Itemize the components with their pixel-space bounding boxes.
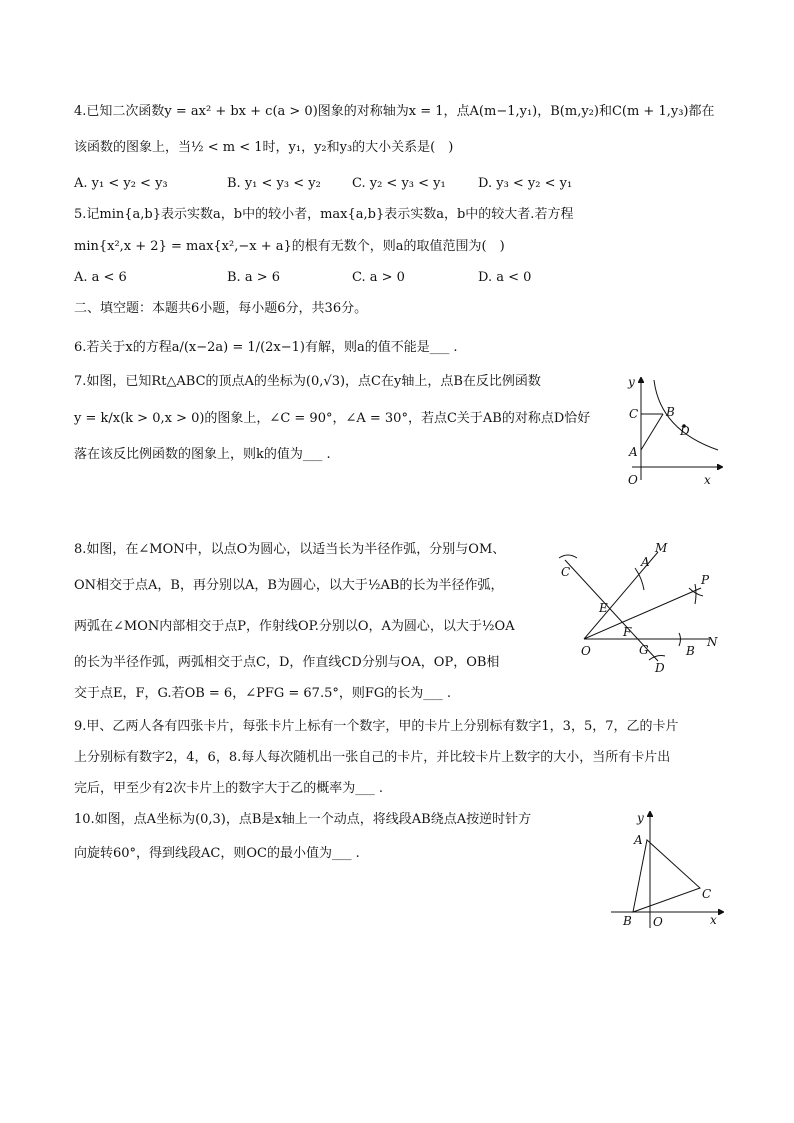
q7-label-c: C bbox=[629, 407, 639, 421]
q10-label-o: O bbox=[653, 915, 663, 929]
q10-triangle-abc bbox=[633, 840, 700, 912]
q5-option-a: A. a < 6 bbox=[74, 270, 127, 285]
q4-option-d: D. y₃ < y₂ < y₁ bbox=[478, 176, 573, 191]
q5-line-1: 5.记min{a,b}表示实数a，b中的较小者，max{a,b}表示实数a，b中的较大者.若方程 bbox=[74, 207, 574, 222]
q8-label-b: B bbox=[686, 644, 695, 658]
q8-label-g: G bbox=[639, 643, 649, 657]
q7-label-o: O bbox=[628, 473, 638, 487]
q8-label-o: O bbox=[581, 644, 591, 658]
q8-line-4: 的长为半径作弧，两弧相交于点C，D，作直线CD分别与OA，OP，OB相 bbox=[74, 655, 500, 670]
q6-line: 6.若关于x的方程a/(x−2a) = 1/(2x−1)有解，则a的值不能是___ . bbox=[74, 340, 458, 355]
q7-line-3: 落在该反比例函数的图象上，则k的值为___ . bbox=[74, 447, 331, 462]
q7-label-d: D bbox=[680, 424, 690, 438]
q8-label-p: P bbox=[701, 573, 710, 587]
q4-option-a: A. y₁ < y₂ < y₃ bbox=[74, 176, 168, 191]
q8-label-n: N bbox=[707, 635, 718, 649]
q8-figure bbox=[555, 538, 735, 678]
q8-label-a: A bbox=[641, 555, 650, 569]
q10-label-y: y bbox=[637, 811, 644, 825]
q8-label-f: F bbox=[623, 625, 632, 639]
q7-label-y: y bbox=[628, 375, 635, 389]
q8-label-c: C bbox=[561, 565, 571, 579]
q7-line-1: 7.如图，已知Rt△ABC的顶点A的坐标为(0,√3)，点C在y轴上，点B在反比例函数 bbox=[74, 374, 541, 389]
q7-hyperbola bbox=[654, 380, 718, 450]
q8-label-m: M bbox=[655, 541, 668, 555]
q4-line-1: 4.已知二次函数y = ax² + bx + c(a > 0)图象的对称轴为x = 1，点A(m−1,y₁)，B(m,y₂)和C(m + 1,y₃)都在 bbox=[74, 104, 715, 119]
q10-figure bbox=[605, 810, 735, 935]
q10-label-c: C bbox=[702, 887, 712, 901]
q8-label-d: D bbox=[655, 661, 665, 675]
q8-line-1: 8.如图，在∠MON中，以点O为圆心，以适当长为半径作弧，分别与OM、 bbox=[74, 542, 506, 557]
q4-option-c: C. y₂ < y₃ < y₁ bbox=[352, 176, 446, 191]
q5-option-b: B. a > 6 bbox=[227, 270, 280, 285]
q9-line-3: 完后，甲至少有2次卡片上的数字大于乙的概率为___ . bbox=[74, 781, 384, 796]
q7-label-x: x bbox=[704, 473, 711, 487]
q7-line-2: y = k/x(k > 0,x > 0)的图象上，∠C = 90°，∠A = 30°，若点C关于AB的对称点D恰好 bbox=[74, 411, 591, 426]
q7-label-b: B bbox=[666, 405, 675, 419]
q8-line-3: 两弧在∠MON内部相交于点P，作射线OP.分别以O，A为圆心，以大于½OA bbox=[74, 619, 515, 634]
q8-line-5: 交于点E，F，G.若OB = 6，∠PFG = 67.5°，则FG的长为___ . bbox=[74, 686, 452, 701]
section-heading: 二、填空题：本题共6小题，每小题6分，共36分。 bbox=[74, 301, 368, 316]
q8-label-e: E bbox=[599, 601, 608, 615]
q7-segment-ab bbox=[641, 414, 663, 450]
q5-line-2: min{x²,x + 2} = max{x²,−x + a}的根有无数个，则a的取值范围为( ) bbox=[74, 239, 505, 254]
q10-line-1: 10.如图，点A坐标为(0,3)，点B是x轴上一个动点，将线段AB绕点A按逆时针方 bbox=[74, 812, 532, 827]
q4-option-b: B. y₁ < y₃ < y₂ bbox=[227, 176, 321, 191]
q8-arc-p2 bbox=[695, 584, 696, 604]
q10-line-2: 向旋转60°，得到线段AC，则OC的最小值为___ . bbox=[74, 846, 360, 861]
q4-line-2: 该函数的图象上，当½ < m < 1时，y₁，y₂和y₃的大小关系是( ) bbox=[74, 140, 454, 155]
q10-label-a: A bbox=[634, 833, 643, 847]
q7-figure bbox=[620, 372, 730, 492]
q8-line-2: ON相交于点A，B，再分别以A，B为圆心，以大于½AB的长为半径作弧， bbox=[74, 578, 504, 593]
q10-label-x: x bbox=[710, 913, 717, 927]
q5-option-c: C. a > 0 bbox=[352, 270, 405, 285]
q7-label-a: A bbox=[629, 445, 638, 459]
q9-line-2: 上分别标有数字2，4，6，8.每人每次随机出一张自己的卡片，并比较卡片上数字的大小，当所有卡片出 bbox=[74, 750, 671, 765]
q8-arc-a bbox=[635, 568, 644, 590]
q8-arc-c bbox=[559, 555, 577, 558]
q5-option-d: D. a < 0 bbox=[478, 270, 532, 285]
q10-label-b: B bbox=[623, 914, 632, 928]
q9-line-1: 9.甲、乙两人各有四张卡片，每张卡片上标有一个数字，甲的卡片上分别标有数字1，3，5，7，乙的卡片 bbox=[74, 719, 679, 734]
